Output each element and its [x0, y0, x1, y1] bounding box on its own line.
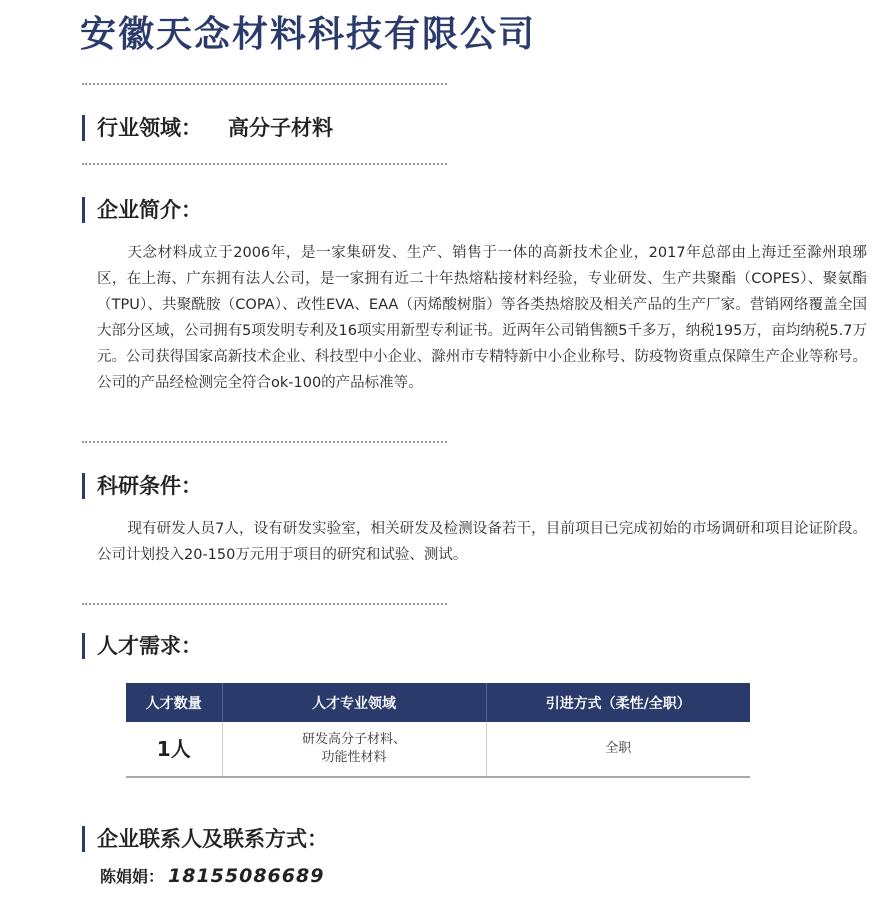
profile-heading: 企业简介：	[82, 197, 202, 223]
research-heading: 科研条件：	[82, 473, 202, 499]
dotted-divider	[82, 83, 447, 85]
industry-value: 高分子材料	[228, 116, 333, 140]
cell-field-line1: 研发高分子材料、	[301, 732, 406, 747]
talent-heading: 人才需求：	[82, 633, 202, 659]
cell-field	[222, 722, 486, 777]
talent-table	[126, 683, 750, 778]
contact-phone: 18155086689	[168, 865, 325, 887]
table-header-row	[126, 683, 750, 722]
cell-mode: 全职	[486, 722, 750, 777]
header-count: 人才数量	[126, 683, 222, 722]
contact-name: 陈娟娟：	[100, 867, 165, 886]
research-text: 现有研发人员7人，设有研发实验室，相关研发及检测设备若干，目前项目已完成初始的市场调研和项目论证阶段。公司计划投入20-150万元用于项目的研究和试验、测试。	[97, 521, 867, 563]
table-row	[126, 722, 750, 777]
dotted-divider	[82, 441, 447, 443]
company-title: 安徽天念材料科技有限公司	[80, 14, 537, 55]
header-field: 人才专业领域	[222, 683, 486, 722]
header-mode: 引进方式（柔性/全职）	[486, 683, 750, 722]
contact-heading: 企业联系人及联系方式：	[82, 826, 328, 852]
cell-count: 1人	[126, 722, 222, 777]
industry-heading	[82, 115, 333, 141]
profile-text: 天念材料成立于2006年，是一家集研发、生产、销售于一体的高新技术企业，2017年总部由上海迁至滁州琅琊区，在上海、广东拥有法人公司，是一家拥有近二十年热熔粘接材料经验，专业研发、生产共聚酯（COPES）、聚氨酯（TPU）、共聚酰胺（COPA）、改性EVA、EAA（丙烯酸树脂）等各类热熔胶及相关产品的生产厂家。营销网络覆盖全国大部分区域，公司拥有5项发明专利及16项实用新型专利证书。近两年公司销售额5千多万，纳税195万，亩均纳税5.7万元。公司获得国家高新技术企业、科技型中小企业、滁州市专精特新中小企业称号、防疫物资重点保障生产企业等称号。公司的产品经检测完全符合ok-100的产品标准等。	[97, 245, 867, 391]
industry-label: 行业领域：	[97, 116, 202, 140]
contact-line	[100, 864, 324, 887]
dotted-divider	[82, 603, 447, 605]
cell-field-line2: 功能性材料	[321, 750, 387, 765]
dotted-divider	[82, 163, 447, 165]
